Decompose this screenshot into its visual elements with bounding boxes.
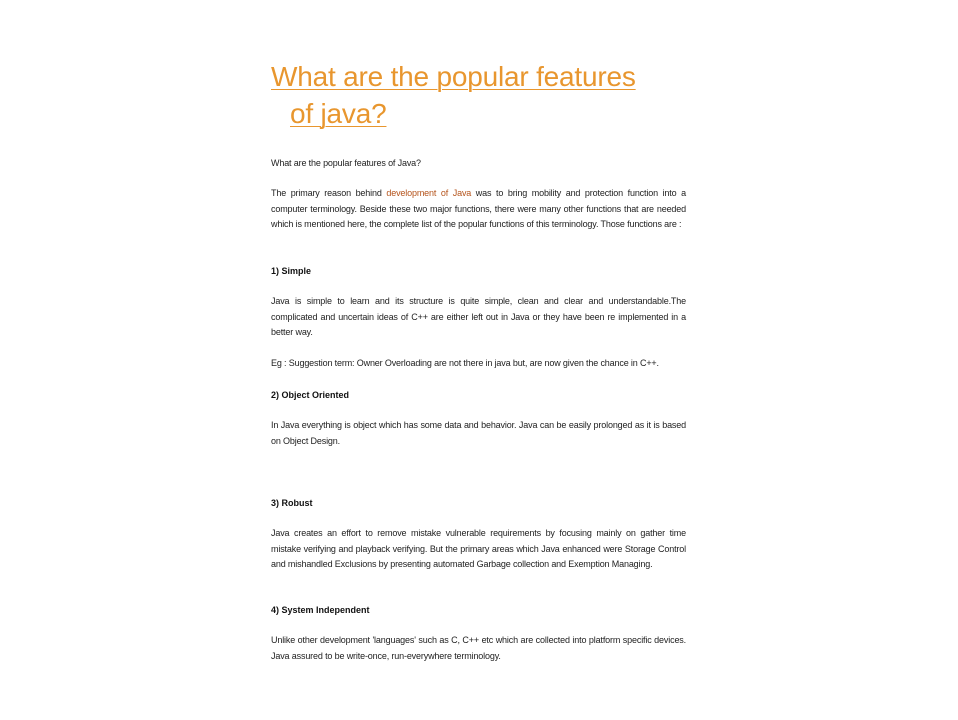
section-heading-object-oriented: 2) Object Oriented (271, 390, 350, 400)
section-heading-simple: 1) Simple (271, 266, 312, 276)
section-heading-robust: 3) Robust (271, 498, 313, 508)
section-paragraph-object-oriented: In Java everything is object which has some data and behavior. Java can be easily prolonged as it is based on Object Design. (271, 420, 686, 446)
development-of-java-link[interactable]: development of Java (386, 188, 472, 198)
title-line-1: What are the popular features (271, 61, 636, 92)
section-heading-system-independent: 4) System Independent (271, 605, 370, 615)
intro-text-end: was to bring mobility and protection function into a computer terminology. Beside these two major functions, there were many other functions that are needed which is mentioned here, the complete list of the popular functions of this terminology. Those functions are : (271, 188, 686, 229)
section-paragraph-simple-example: Eg : Suggestion term: Owner Overloading are not there in java but, are now given the chance in C++. (271, 358, 659, 368)
section-paragraph-robust: Java creates an effort to remove mistake vulnerable requirements by focusing mainly on gather time mistake verifying and playback verifying. But the primary areas which Java enhanced were Storage Control and mishandled Exclusions by presenting automated Garbage collection and Exemption Managing. (271, 528, 686, 569)
intro-question: What are the popular features of Java? (271, 158, 421, 168)
page-title (271, 58, 711, 132)
section-paragraph-system-independent: Unlike other development 'languages' such as C, C++ etc which are collected into platform specific devices. Java assured to be write-once, run-everywhere terminology. (271, 635, 686, 661)
section-paragraph-simple: Java is simple to learn and its structure is quite simple, clean and clear and understandable.The complicated and uncertain ideas of C++ are either left out in Java or they have been re implemented in a better way. (271, 296, 686, 337)
intro-paragraph (271, 186, 686, 233)
title-line-2: of java? (290, 98, 387, 129)
intro-text-start: The primary reason behind (271, 188, 387, 198)
